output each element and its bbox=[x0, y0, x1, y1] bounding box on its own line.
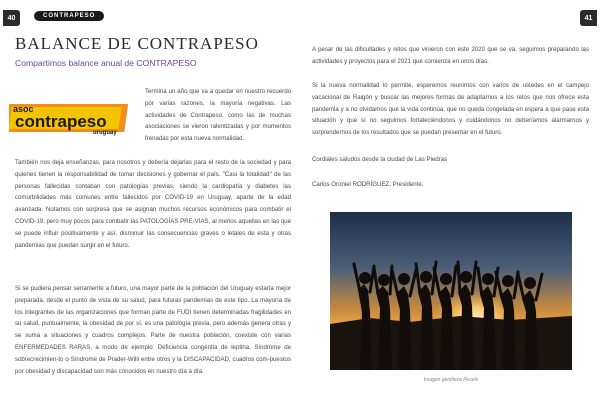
article-title: BALANCE DE CONTRAPESO bbox=[15, 34, 259, 53]
svg-text:contrapeso: contrapeso bbox=[15, 112, 107, 131]
page-number-left: 40 bbox=[3, 10, 20, 26]
svg-text:uruguay: uruguay bbox=[93, 130, 117, 136]
closing-line: Cordiales saludos desde la ciudad de Las Piedras bbox=[312, 156, 448, 163]
signature-line: Carlos Oroniel RODRÍGUEZ, Presidente. bbox=[312, 181, 424, 188]
page-number-right: 41 bbox=[580, 10, 597, 26]
svg-text:asoc: asoc bbox=[13, 104, 34, 114]
contrapeso-logo bbox=[9, 98, 129, 136]
body-paragraph-2: Si se pudiera pensar seriamente a futuro, una mayor parte de la población del Uruguay estaría mejor preparada, desde el punto de vista de su salud, para futuras pandemias de este tipo. La mayoría de los integrantes de las organizaciones que forman parte de FUDI tienen determinadas fragilidades en su salud, puntualmente, la obesidad de por sí, es una patología previa, pero además genera otras y se suma a situaciones y cuadros complejos. Parte de nuestra población, coexiste con varias ENFERMEDADES RARAS, a modo de ejemplo: Deficiencia congénita de leptina, Síndrome de sobrecrecimien-to o Síndrome de Prader-Willi entre otros y la DISCAPACIDAD, cuadros com-puestos por obesidad y discapacidad son más conocidos en nuestro día a día. bbox=[15, 285, 291, 375]
sunset-group-photo bbox=[330, 212, 572, 370]
body-paragraph-1: También nos deja enseñanzas, para nosotros y debería dejarlas para el resto de la sociedad y para quienes tienen la responsabilidad de tomar decisiones y gobernar el país. "Casi la totalidad" de las personas fallecidas contaban con patologías previas, siendo la cardiopatía y diabetes las comorbilidades más comunes entre fallecidos por COVID-19 en Uruguay, aparte de la edad avanzada. Notamos con sorpresa que se asignan muchos recursos económicos para combatir el COVID-19, pero muy pocos para combatir las PATOLOGÍAS PRE-VIAS, al menos aquellas en las que se puede influir positivamente y así, disminuir las consecuencias graves o letales de esta y otras pandemias que puedan surgir en el futuro. bbox=[15, 159, 291, 249]
article-subtitle: Compartimos balance anual de CONTRAPESO bbox=[15, 58, 197, 68]
intro-paragraph: Termina un año que va a quedar en nuestro recuerdo por varias razones, la mayoría negativas. Las actividades de Contrapeso, como las de muchas asociaciones se vieron ralentizadas y por momentos frenadas por esta nueva normalidad. bbox=[145, 88, 291, 143]
photo-caption: Imagen gentileza Pexels bbox=[423, 377, 479, 383]
section-badge: CONTRAPESO bbox=[34, 11, 104, 21]
right-paragraph-2: Si la nueva normalidad lo permite, esperemos reunirnos con varios de ustedes en el campejo vacacional de Raigón y buscar las mejores formas de adaptarnos a los retos que nos ofrece esta pandemia y a no olvidamos que la vida continúa, que no queda congelada en espera a que pase esta situación y que sí no seguimos fortaleciéndonos y cuidándonos no deberíamos alarmarnos y sorprendernos de los resultados que se puedan presentar en el futuro. bbox=[312, 82, 589, 137]
right-paragraph-1: A pesar de las dificultades y retos que vinieron con este 2020 que se va, seguimos preparando las actividades y proyectos para el 2021 que comienza en unos días. bbox=[312, 46, 589, 65]
